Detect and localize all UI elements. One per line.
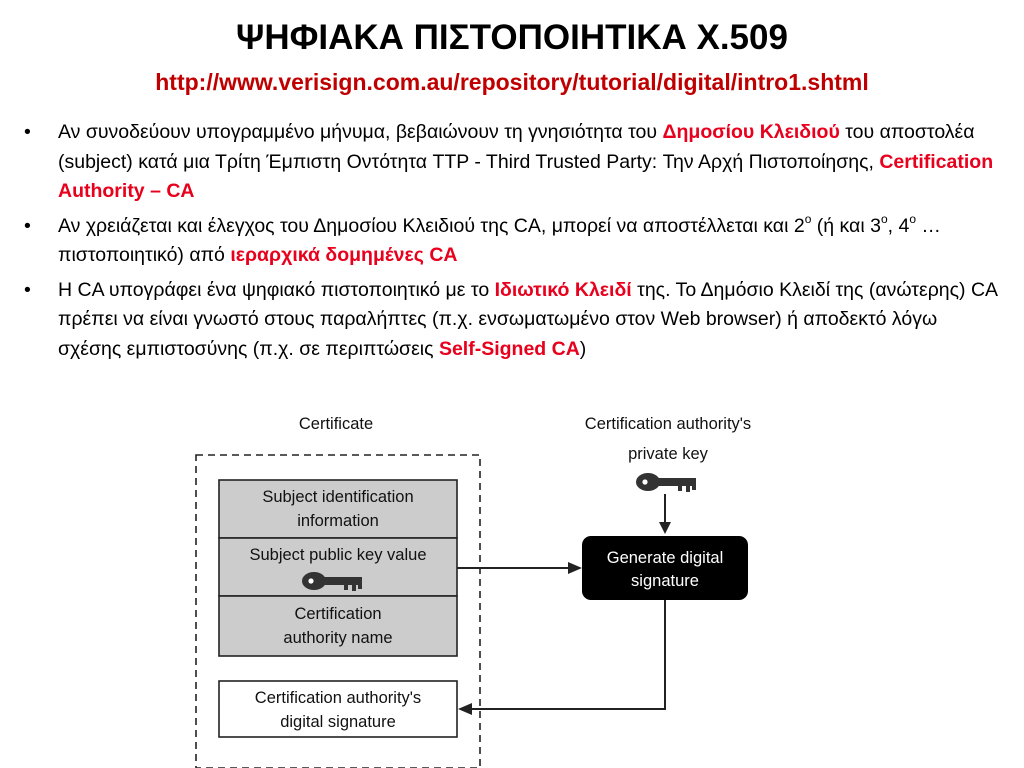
highlight-self-signed: Self-Signed CA	[438, 337, 580, 360]
bullet-text: (ή και 3	[811, 214, 881, 237]
bullet-text: της. Το Δημόσιο Κλειδί της (ανώτερης) CA πρέπει να είναι γνωστό στους παραλήπτες (π.χ. ενσωματωμένο στον Web browser) ή αποδεκτό λόγω σχέσης εμπιστοσύνης (π.χ. σε περιπτώσεις	[58, 278, 997, 360]
generate-to-signature-arrow	[470, 600, 665, 709]
ca-private-key-icon	[636, 473, 696, 492]
arrow-head-icon	[568, 562, 582, 574]
ordinal-superscript: ο	[804, 212, 812, 226]
bullet-dot-icon: •	[24, 121, 31, 143]
signature-line1: Certification authority's	[254, 689, 422, 707]
generate-signature-box	[582, 536, 748, 600]
source-url[interactable]: http://www.verisign.com.au/repository/tutorial/digital/intro1.shtml	[155, 69, 869, 95]
bullet-text: του αποστολέα (subject) κατά μια Τρίτη Έμπιστη Οντότητα TTP - Third Trusted Party: Την Αρχή Πιστοποίησης,	[58, 121, 975, 173]
bullet-dot-icon: •	[24, 214, 31, 237]
bullet-text: )	[579, 337, 587, 360]
subject-id-line2: information	[297, 512, 379, 530]
arrow-head-icon	[458, 703, 472, 715]
highlight-ca: Certification Authority – CA	[58, 150, 994, 202]
highlight-private-key: Ιδιωτικό Κλειδί	[494, 278, 632, 301]
slide-title: ΨΗΦΙΑΚΑ ΠΙΣΤΟΠΟΙΗΤΙΚΑ X.509	[236, 18, 788, 57]
certificate-label: Certificate	[298, 415, 374, 433]
generate-line2: signature	[631, 572, 699, 590]
bullet-item	[22, 276, 997, 365]
subject-id-line1: Subject identification	[262, 488, 414, 506]
bullet-item	[22, 212, 997, 271]
signature-line2: digital signature	[280, 713, 396, 731]
bullet-text: , 4	[887, 214, 910, 237]
bullet-text: Αν συνοδεύουν υπογραμμένο μήνυμα, βεβαιώνουν τη γνησιότητα του	[58, 121, 663, 143]
ordinal-superscript: ο	[909, 212, 916, 226]
bullet-dot-icon: •	[24, 278, 31, 301]
highlight-hierarchical-ca: ιεραρχικά δομημένες CA	[230, 244, 458, 266]
ca-private-key-line2: private key	[628, 445, 708, 463]
ca-private-key-line1: Certification authority's	[584, 415, 752, 433]
ordinal-superscript: ο	[880, 212, 888, 226]
bullet-text: Αν χρειάζεται και έλεγχος του Δημοσίου Κλειδιού της CA, μπορεί να αποστέλλεται και 2	[58, 214, 805, 237]
bullet-text: …πιστοποιητικό) από	[58, 214, 941, 266]
arrow-head-icon	[659, 522, 671, 534]
highlight-public-key: Δημοσίου Κλειδιού	[662, 121, 840, 143]
bullet-list	[22, 118, 997, 369]
generate-line1: Generate digital	[606, 549, 724, 567]
bullet-item	[22, 118, 997, 207]
bullet-text: Η CA υπογράφει ένα ψηφιακό πιστοποιητικό με το	[58, 278, 495, 301]
ca-name-line1: Certification	[294, 605, 382, 623]
public-key-label: Subject public key value	[249, 546, 427, 564]
ca-name-line2: authority name	[283, 629, 393, 647]
